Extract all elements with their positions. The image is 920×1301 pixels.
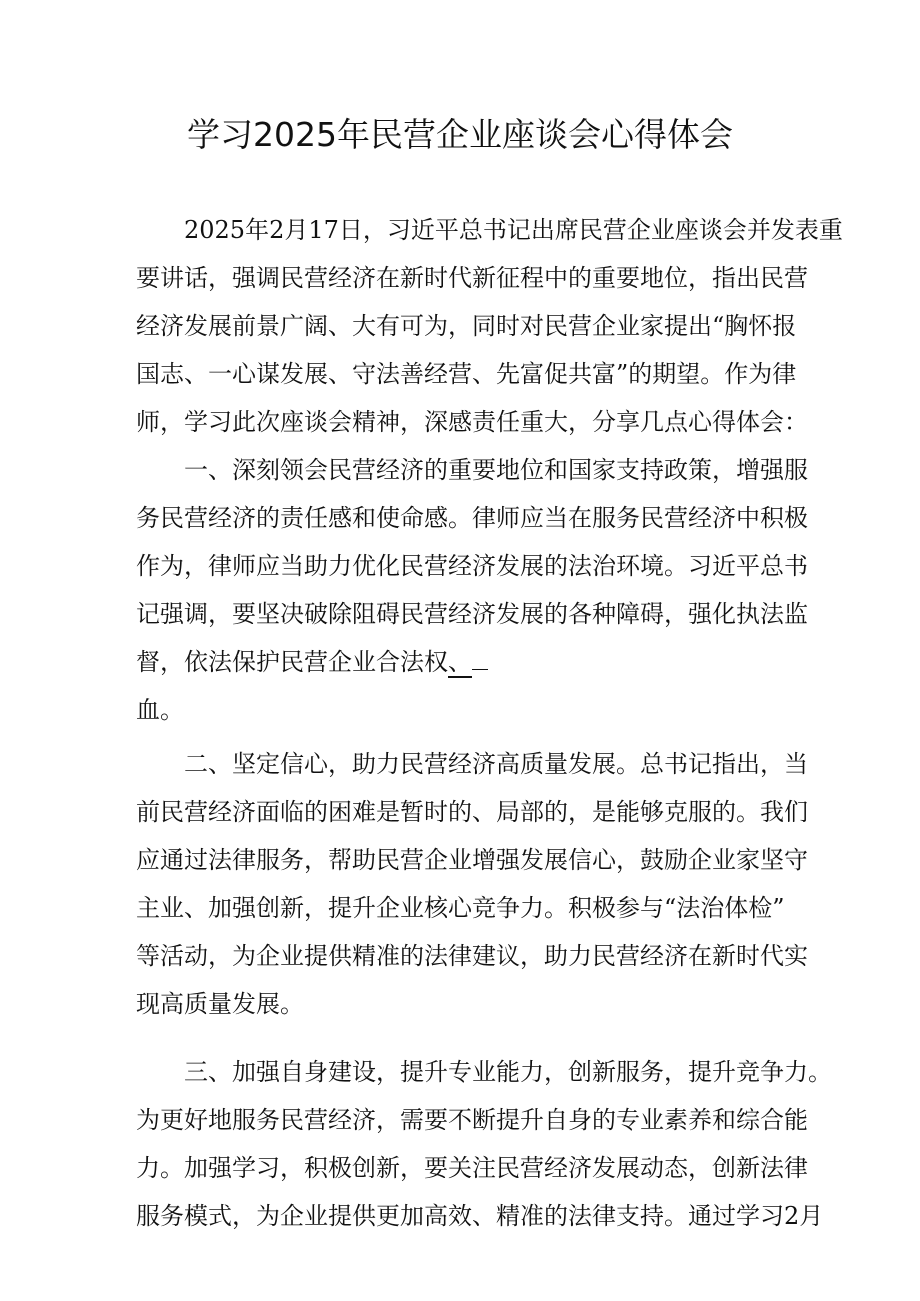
text-line-with-underline xyxy=(136,638,806,686)
text-line: 现高质量发展。 xyxy=(136,990,304,1018)
text-line: 国志、一心谋发展、守法善经营、先富促共富”的期望。作为律 xyxy=(136,360,797,388)
text-line: 作为，律师应当助力优化民营经济发展的法治环境。习近平总书 xyxy=(136,552,808,580)
underline-blank xyxy=(472,639,488,670)
text-line: 三、加强自身建设，提升专业能力，创新服务，提升竞争力。 xyxy=(184,1058,832,1086)
text-line: 血。 xyxy=(136,696,184,724)
text-fragment: 督，依法保护民营企业合法权 xyxy=(136,648,448,676)
text-line: 为更好地服务民营经济，需要不断提升自身的专业素养和综合能 xyxy=(136,1106,808,1134)
paragraph-intro xyxy=(136,206,843,446)
document-body xyxy=(136,206,843,1240)
text-line: 主业、加强创新，提升企业核心竞争力。积极参与“法治体检” xyxy=(136,894,785,922)
text-line: 一、深刻领会民营经济的重要地位和国家支持政策，增强服 xyxy=(184,456,808,484)
text-line: 记强调，要坚决破除阻碍民营经济发展的各种障碍，强化执法监 xyxy=(136,600,808,628)
text-line: 力。加强学习，积极创新，要关注民营经济发展动态，创新法律 xyxy=(136,1154,808,1182)
paragraph-point-three xyxy=(136,1048,832,1240)
text-line: 二、坚定信心，助力民营经济高质量发展。总书记指出，当 xyxy=(184,750,808,778)
text-line: 要讲话，强调民营经济在新时代新征程中的重要地位，指出民营 xyxy=(136,264,808,292)
text-line: 应通过法律服务，帮助民营企业增强发展信心，鼓励企业家坚守 xyxy=(136,846,808,874)
text-line: 2025年2月17日，习近平总书记出席民营企业座谈会并发表重 xyxy=(184,216,843,244)
text-line: 务民营经济的责任感和使命感。律师应当在服务民营经济中积极 xyxy=(136,504,808,532)
text-line: 前民营经济面临的困难是暂时的、局部的，是能够克服的。我们 xyxy=(136,798,808,826)
text-line: 师，学习此次座谈会精神，深感责任重大，分享几点心得体会： xyxy=(136,408,808,436)
text-line: 等活动，为企业提供精准的法律建议，助力民营经济在新时代实 xyxy=(136,942,808,970)
paragraph-point-one xyxy=(136,446,806,734)
paragraph-spacer xyxy=(136,1028,806,1048)
paragraph-point-two xyxy=(136,740,806,1028)
underlined-fragment: 、 xyxy=(448,648,472,676)
document-title: 学习2025年民营企业座谈会心得体会 xyxy=(187,115,733,154)
text-line: 经济发展前景广阔、大有可为，同时对民营企业家提出“胸怀报 xyxy=(136,312,797,340)
text-line: 服务模式，为企业提供更加高效、精准的法律支持。通过学习2月 xyxy=(136,1202,824,1230)
